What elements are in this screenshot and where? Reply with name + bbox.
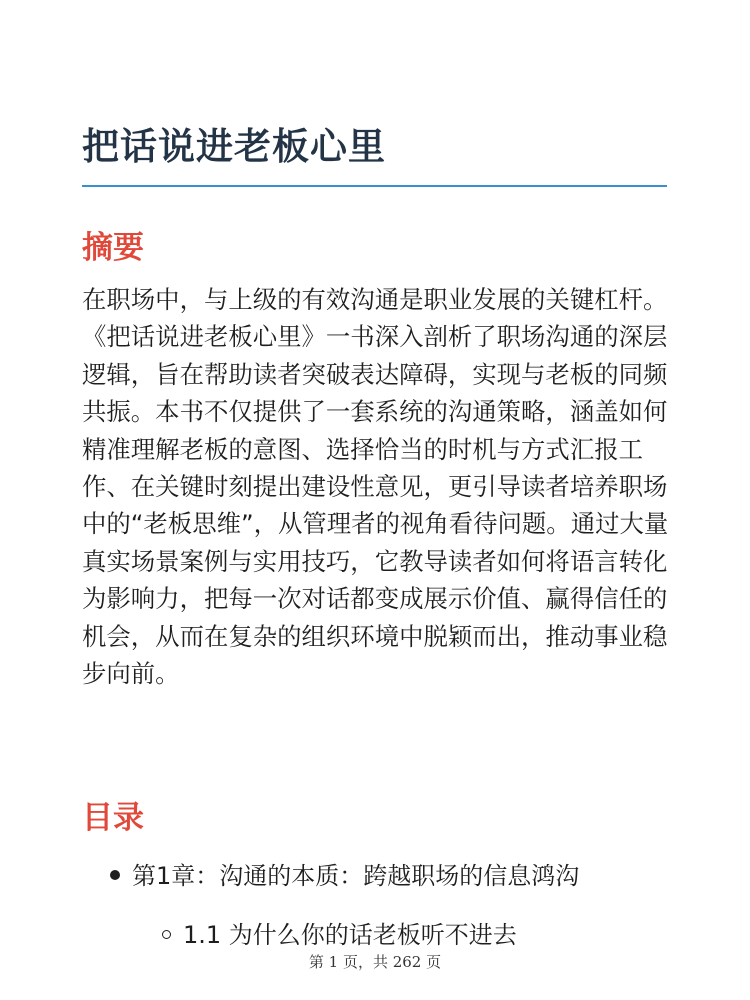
bullet-icon xyxy=(110,870,120,880)
toc-heading: 目录 xyxy=(82,800,144,836)
page-title: 把话说进老板心里 xyxy=(82,125,386,168)
toc-item-chapter-1[interactable] xyxy=(110,856,579,891)
toc-subitem-label: 1.1 为什么你的话老板听不进去 xyxy=(183,921,517,949)
hollow-bullet-icon xyxy=(162,930,171,939)
title-divider xyxy=(82,185,667,187)
toc-subitem-1-1[interactable] xyxy=(162,915,517,950)
toc-item-label: 第1章：沟通的本质：跨越职场的信息鸿沟 xyxy=(132,862,580,890)
abstract-heading: 摘要 xyxy=(82,230,144,266)
page-footer: 第 1 页，共 262 页 xyxy=(308,953,442,971)
abstract-paragraph: 在职场中，与上级的有效沟通是职业发展的关键杠杆。《把话说进老板心里》一书深入剖析了职场沟通的深层逻辑，旨在帮助读者突破表达障碍，实现与老板的同频共振。本书不仅提供了一套系统的沟通策略，涵盖如何精准理解老板的意图、选择恰当的时机与方式汇报工作、在关键时刻提出建设性意见，更引导读者培养职场中的“老板思维”，从管理者的视角看待问题。通过大量真实场景案例与实用技巧，它教导读者如何将语言转化为影响力，把每一次对话都变成展示价值、赢得信任的机会，从而在复杂的组织环境中脱颖而出，推动事业稳步向前。 xyxy=(82,285,669,689)
